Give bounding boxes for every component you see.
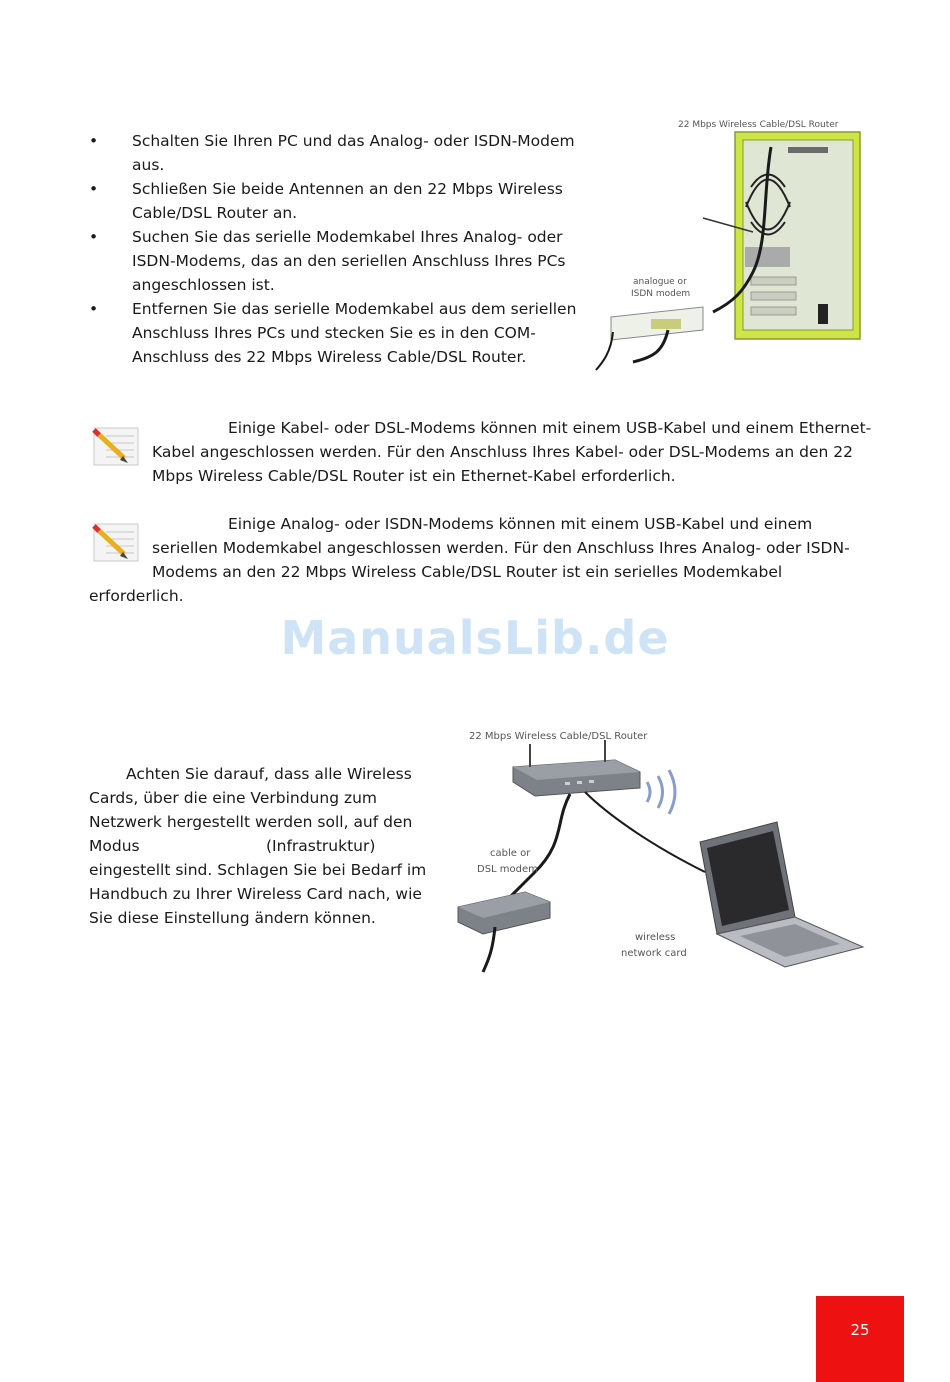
paragraph-modus: Modus — [89, 837, 140, 855]
network-setup-figure — [455, 722, 867, 977]
note-text-1: Einige Kabel- oder DSL-Modems können mit einem USB-Kabel und einem Ethernet-Kabel angeschlossen werden. Für den Anschluss Ihres Kabel- oder DSL-Modems an den 22 Mbps Wireless Cable/DSL Router ist ein Ethernet-Kabel erforderlich. — [152, 419, 872, 485]
figure-card-label-2: network card — [621, 948, 687, 959]
paragraph-line: Netzwerk hergestellt werden soll, auf den — [89, 813, 413, 831]
list-item: • Schalten Sie Ihren PC und das Analog- oder ISDN-Modem aus. — [89, 129, 589, 177]
figure-modem-label-1: analogue or — [633, 277, 687, 287]
note-text-2: Einige Analog- oder ISDN-Modems können mit einem USB-Kabel und einem seriellen Modemkabel angeschlossen werden. Für den Anschluss Ihres Analog- oder ISDN-Modems an den 22 Mbps Wireless Cable/DSL Router ist ein serielles Modemkabel — [152, 515, 850, 581]
figure-router-label: 22 Mbps Wireless Cable/DSL Router — [469, 731, 648, 742]
paragraph-line: Sie diese Einstellung ändern können. — [89, 909, 376, 927]
list-item: • Entfernen Sie das serielle Modemkabel aus dem seriellen Anschluss Ihres PCs und stecken Sie es in den COM-Anschluss des 22 Mbps Wireless Cable/DSL Router. — [89, 297, 589, 369]
note-pencil-icon — [90, 521, 140, 563]
figure-modem-label-1: cable or — [490, 848, 531, 859]
list-item: • Schließen Sie beide Antennen an den 22 Mbps Wireless Cable/DSL Router an. — [89, 177, 589, 225]
paragraph-line: Cards, über die eine Verbindung zum — [89, 789, 378, 807]
note-text-2-tail: erforderlich. — [89, 587, 184, 605]
router-modem-figure — [593, 112, 868, 374]
wireless-mode-paragraph — [89, 762, 449, 930]
paragraph-line: eingestellt sind. Schlagen Sie bei Bedarf im — [89, 861, 427, 879]
paragraph-line: Achten Sie darauf, dass alle Wireless — [126, 765, 412, 783]
bullet-list — [89, 129, 589, 369]
figure-router-label: 22 Mbps Wireless Cable/DSL Router — [678, 120, 839, 130]
paragraph-infrastruktur: (Infrastruktur) — [266, 837, 376, 855]
paragraph-line: Handbuch zu Ihrer Wireless Card nach, wie — [89, 885, 422, 903]
figure-card-label-1: wireless — [635, 932, 676, 943]
figure-modem-label-2: DSL modem — [477, 864, 538, 875]
page-number: 25 — [850, 1321, 870, 1339]
paragraph-line — [89, 834, 449, 858]
figure-modem-label-2: ISDN modem — [631, 289, 691, 299]
note-pencil-icon — [90, 425, 140, 467]
list-item: • Suchen Sie das serielle Modemkabel Ihres Analog- oder ISDN-Modems, das an den seriellen Anschluss Ihres PCs angeschlossen ist. — [89, 225, 589, 297]
page-number-box — [816, 1296, 904, 1382]
watermark: ManualsLib.de — [280, 611, 670, 665]
